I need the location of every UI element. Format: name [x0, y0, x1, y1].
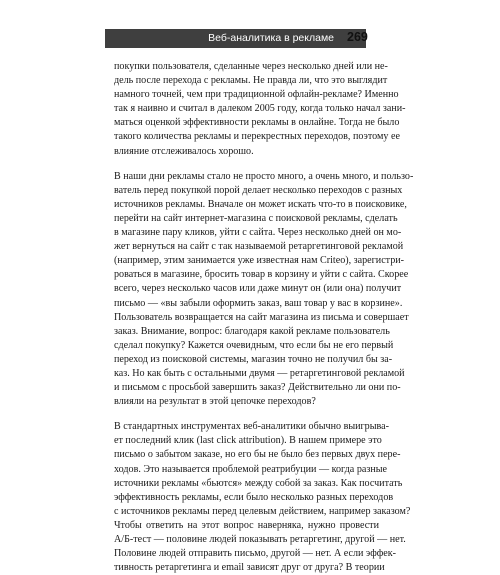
text-line: и письмом с просьбой завершить заказ? Действительно ли они по-	[114, 382, 401, 394]
text-line: заказ. Внимание, вопрос: благодаря какой рекламе пользователь	[114, 325, 390, 337]
text-line: В наши дни рекламы стало не просто много, а очень много, и пользо-	[114, 170, 414, 182]
text-line: (например, этим занимается уже известная нам Criteo), зарегистри-	[114, 255, 405, 267]
text-line: переход из поисковой системы, магазин точно не получил бы за-	[114, 353, 393, 365]
text-line: письмо о забытом заказе, но его бы не было без первых двух пере-	[114, 449, 401, 461]
text-line: ет последний клик (last click attribution). В нашем примере это	[114, 435, 382, 447]
text-line: так я наивно и считал в далеком 2005 году, когда только начал зани-	[114, 103, 406, 115]
text-line: роваться в магазине, бросить товар в корзину и уйти с сайта. Скорее	[114, 269, 409, 281]
running-header-title: Веб-аналитика в рекламе	[208, 32, 334, 44]
text-line: всего, через несколько часов или даже минут он (или она) получит	[114, 283, 402, 295]
paragraph	[114, 420, 411, 575]
text-line: покупки пользователя, сделанные через несколько дней или не-	[114, 61, 388, 72]
text-line: источники рекламы «бьются» между собой за заказ. Как посчитать	[114, 477, 403, 489]
text-line: письмо — «вы забыли оформить заказ, ваш товар у вас в корзине».	[114, 297, 403, 309]
running-header	[105, 29, 366, 48]
paragraph-gap	[114, 409, 379, 420]
text-line: эффективность рекламы, если было несколько разных переходов	[114, 491, 394, 503]
text-line: перейти на сайт интернет-магазина с поисковой рекламы, сделать	[114, 212, 398, 224]
paragraph	[114, 60, 406, 159]
text-line: В стандартных инструментах веб-аналитики обычно выигрыва-	[114, 421, 389, 433]
body-text	[114, 60, 414, 575]
text-line: такого количества рекламы и перекрестных переходов, поэтому ее	[114, 131, 400, 143]
paragraph	[114, 170, 414, 410]
text-line: маться оценкой эффективности рекламы в онлайне. Тогда не было	[114, 117, 400, 129]
text-line: жет вернуться на сайт с так называемой ретаргетинговой рекламой	[114, 241, 404, 253]
text-line: намного точней, чем при традиционной офлайн-рекламе? Именно	[114, 89, 399, 101]
text-line: А/Б-тест — половине людей показывать ретаргетинг, другой — нет.	[114, 534, 406, 545]
text-line: Половине людей отправить письмо, другой — нет. А если эффек-	[114, 548, 396, 560]
text-line: тивность ретаргетинга и email зависят друг от друга? В теории	[114, 562, 385, 574]
text-line: ватель перед покупкой порой делает несколько переходов с разных	[114, 184, 403, 196]
text-line: сделал покупку? Кажется очевидным, что если бы не его первый	[114, 339, 394, 351]
text-line: Пользователь возвращается на сайт магазина из письма и совершает	[114, 311, 409, 323]
text-line: Чтобы ответить на этот вопрос наверняка, нужно провести	[114, 519, 379, 531]
text-line: каз. Но как быть с остальными двумя — ретаргетинговой рекламой	[114, 367, 405, 379]
page-number: 269	[347, 30, 368, 44]
text-line: влияние отслеживалось хорошо.	[114, 145, 254, 157]
text-line: источников рекламы. Вначале он может искать что-то в поисковике,	[114, 198, 407, 210]
text-line: с источников рекламы перед целевым действием, например заказом?	[114, 505, 411, 517]
text-line: в магазине пару кликов, уйти с сайта. Через несколько дней он мо-	[114, 227, 402, 239]
text-line: дель после перехода с рекламы. Не правда ли, что это выглядит	[114, 75, 388, 87]
text-line: ходов. Это называется проблемой реатрибуции — когда разные	[114, 463, 387, 475]
text-line: влияли на результат в этой цепочке переходов?	[114, 396, 316, 408]
paragraph-gap	[114, 159, 379, 170]
